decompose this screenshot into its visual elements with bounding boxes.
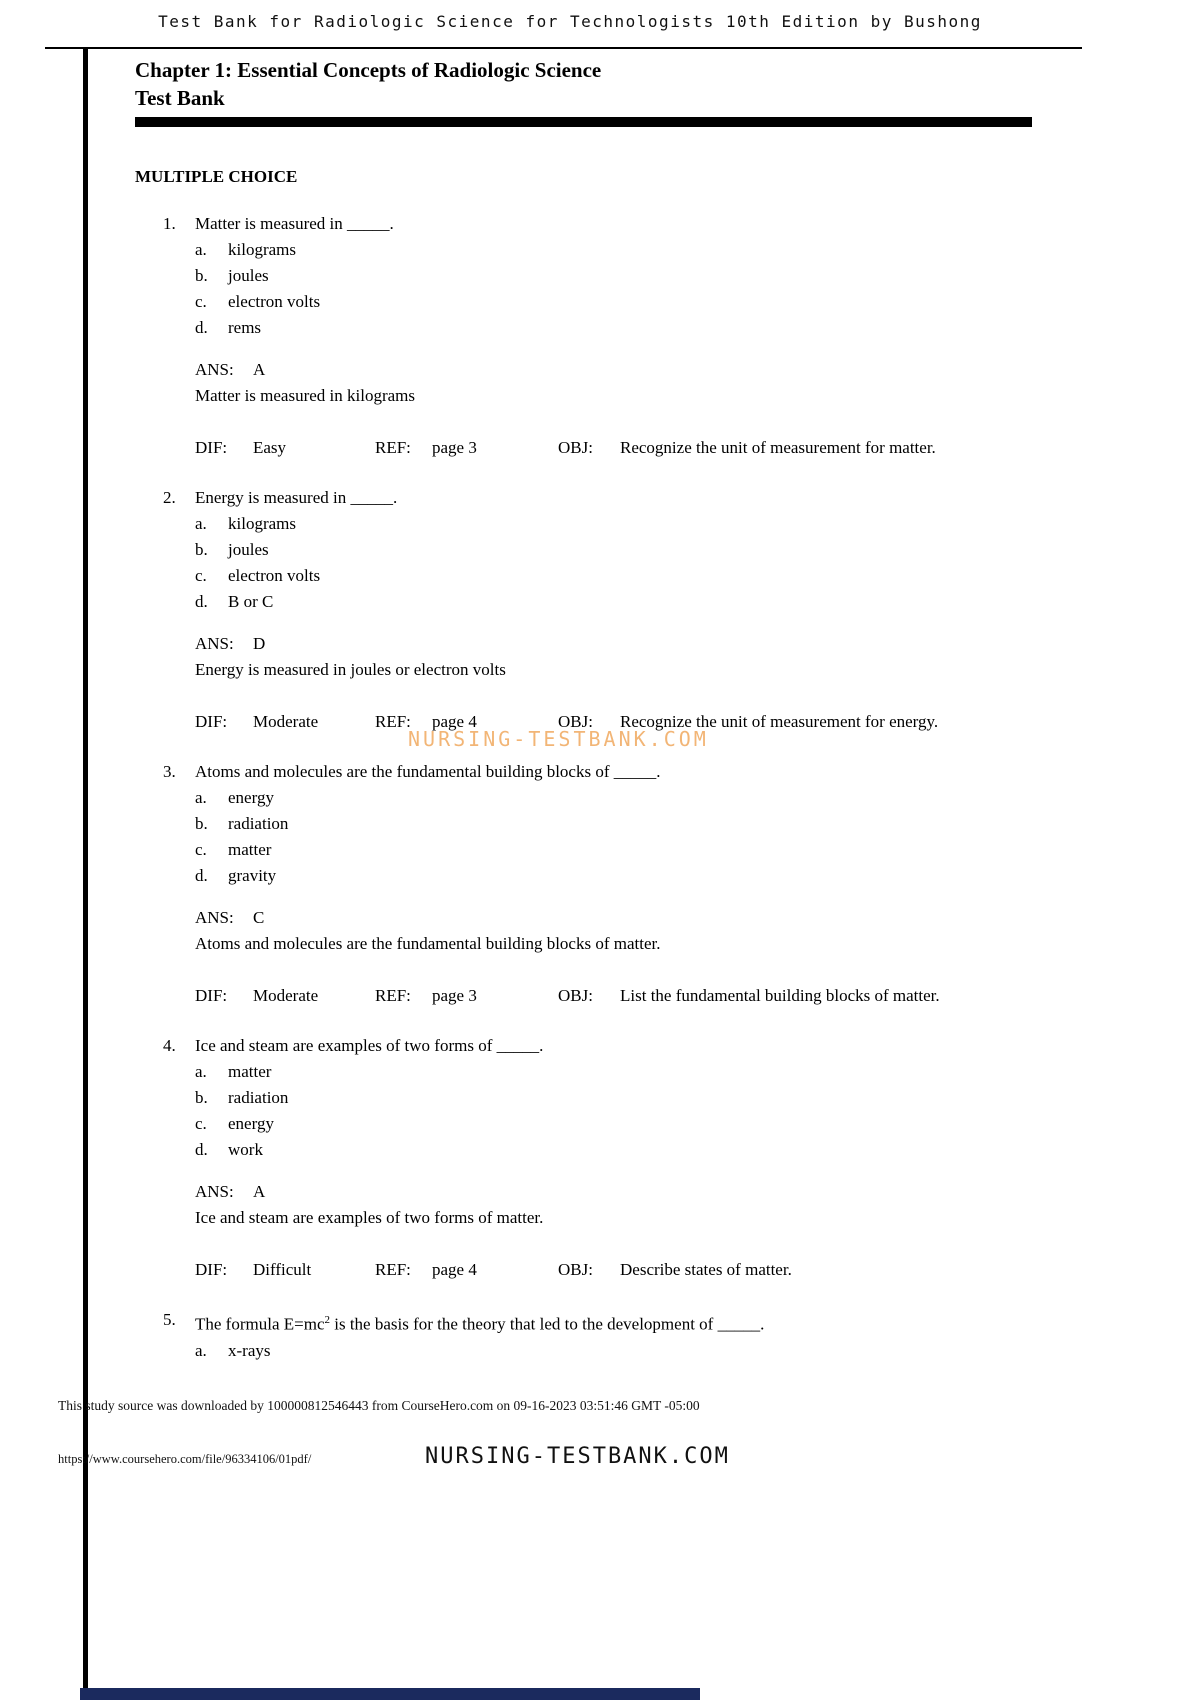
option-letter: c.: [195, 1114, 207, 1133]
question: [163, 211, 1088, 461]
text-segment: Energy is measured in _____.: [195, 488, 398, 507]
document-header: Test Bank for Radiologic Science for Technologists 10th Edition by Bushong: [158, 12, 982, 31]
meta-dif: [195, 709, 375, 735]
superscript: 2: [324, 1314, 330, 1326]
option-row: [195, 315, 1088, 341]
footer-brand: NURSING-TESTBANK.COM: [425, 1444, 730, 1469]
option-letter: b.: [195, 1088, 208, 1107]
answer-label: ANS:: [195, 634, 234, 653]
answer-line: [195, 357, 1088, 383]
question-text: [195, 1307, 1088, 1338]
meta-obj: [558, 983, 1088, 1009]
answer-label: ANS:: [195, 908, 234, 927]
option-row: [195, 837, 1088, 863]
text-segment: Ice and steam are examples of two forms of _____.: [195, 1036, 544, 1055]
meta-obj: [558, 435, 1088, 461]
obj-label: OBJ:: [558, 986, 593, 1005]
option-row: [195, 589, 1088, 615]
option-letter: a.: [195, 1062, 207, 1081]
ref-label: REF:: [375, 986, 411, 1005]
option-letter: c.: [195, 566, 207, 585]
answer-line: [195, 905, 1088, 931]
option-row: [195, 1111, 1088, 1137]
option-letter: d.: [195, 1140, 208, 1159]
option-row: [195, 811, 1088, 837]
watermark-text: NURSING-TESTBANK.COM: [408, 727, 709, 751]
text-segment: Atoms and molecules are the fundamental building blocks of _____.: [195, 762, 661, 781]
obj-value: Describe states of matter.: [620, 1260, 792, 1279]
next-page-edge-bar: [80, 1688, 700, 1700]
ref-label: REF:: [375, 1260, 411, 1279]
obj-label: OBJ:: [558, 1260, 593, 1279]
option-text: rems: [228, 318, 262, 337]
ref-label: REF:: [375, 712, 411, 731]
answer-line: [195, 1179, 1088, 1205]
question-line: [163, 211, 1088, 237]
question: [163, 485, 1088, 735]
option-text: B or C: [228, 592, 274, 611]
question: [163, 1033, 1088, 1283]
question-number: 5.: [163, 1310, 176, 1329]
section-heading: MULTIPLE CHOICE: [135, 167, 298, 186]
ref-value: page 3: [432, 986, 477, 1005]
question-text: [195, 485, 1088, 511]
option-row: [195, 785, 1088, 811]
answer-explanation: Matter is measured in kilograms: [195, 386, 416, 405]
page-content: [88, 56, 1088, 1364]
option-row: [195, 563, 1088, 589]
option-letter: a.: [195, 788, 207, 807]
question-meta: [195, 1257, 1088, 1283]
dif-value: Moderate: [253, 712, 319, 731]
option-letter: c.: [195, 292, 207, 311]
meta-dif: [195, 435, 375, 461]
option-text: electron volts: [228, 292, 321, 311]
option-text: electron volts: [228, 566, 321, 585]
ref-value: page 4: [432, 712, 477, 731]
option-text: gravity: [228, 866, 277, 885]
option-letter: d.: [195, 592, 208, 611]
doc-subtitle: Test Bank: [135, 86, 225, 110]
option-row: [195, 537, 1088, 563]
options-list: [195, 785, 1088, 889]
answer-value: C: [253, 908, 265, 927]
option-row: [195, 1137, 1088, 1163]
meta-dif: [195, 983, 375, 1009]
header-rule: [45, 47, 1082, 49]
dif-label: DIF:: [195, 986, 228, 1005]
question-number: 1.: [163, 214, 176, 233]
title-underline-bar: [135, 117, 1032, 127]
question-text: [195, 759, 1088, 785]
answer-explanation: Ice and steam are examples of two forms of matter.: [195, 1208, 544, 1227]
dif-label: DIF:: [195, 712, 228, 731]
option-text: work: [228, 1140, 263, 1159]
answer-explanation: Energy is measured in joules or electron volts: [195, 660, 506, 679]
questions: [135, 211, 1088, 1364]
options-list: [195, 237, 1088, 341]
option-letter: d.: [195, 866, 208, 885]
text-segment: is the basis for the theory that led to the development of _____.: [329, 1314, 765, 1334]
ref-label: REF:: [375, 438, 411, 457]
chapter-title: Chapter 1: Essential Concepts of Radiologic Science: [135, 58, 602, 82]
option-text: matter: [228, 840, 272, 859]
answer-value: A: [253, 1182, 266, 1201]
obj-label: OBJ:: [558, 712, 593, 731]
option-text: matter: [228, 1062, 272, 1081]
option-row: [195, 263, 1088, 289]
answer-line: [195, 631, 1088, 657]
options-list: [195, 1338, 1088, 1364]
meta-ref: [375, 983, 558, 1009]
dif-value: Difficult: [253, 1260, 312, 1279]
dif-value: Easy: [253, 438, 287, 457]
answer-explanation: Atoms and molecules are the fundamental building blocks of matter.: [195, 934, 661, 953]
option-text: joules: [228, 266, 269, 285]
text-segment: Matter is measured in _____.: [195, 214, 394, 233]
question-line: [163, 1307, 1088, 1338]
dif-value: Moderate: [253, 986, 319, 1005]
option-row: [195, 1085, 1088, 1111]
option-letter: d.: [195, 318, 208, 337]
footer-source-url: https://www.coursehero.com/file/96334106/01pdf/: [58, 1452, 312, 1466]
option-text: kilograms: [228, 514, 296, 533]
dif-label: DIF:: [195, 1260, 228, 1279]
option-row: [195, 1338, 1088, 1364]
question-line: [163, 485, 1088, 511]
option-letter: b.: [195, 814, 208, 833]
obj-value: Recognize the unit of measurement for energy.: [620, 712, 939, 731]
dif-label: DIF:: [195, 438, 228, 457]
question-meta: [195, 983, 1088, 1009]
option-text: radiation: [228, 1088, 289, 1107]
obj-value: List the fundamental building blocks of matter.: [620, 986, 940, 1005]
answer-label: ANS:: [195, 1182, 234, 1201]
meta-dif: [195, 1257, 375, 1283]
option-row: [195, 1059, 1088, 1085]
text-segment: The formula E=mc: [195, 1314, 325, 1334]
option-letter: c.: [195, 840, 207, 859]
meta-ref: [375, 435, 558, 461]
meta-ref: [375, 1257, 558, 1283]
question-text: [195, 211, 1088, 237]
option-row: [195, 511, 1088, 537]
option-letter: b.: [195, 266, 208, 285]
option-letter: a.: [195, 1340, 207, 1360]
option-text: radiation: [228, 814, 289, 833]
option-text: kilograms: [228, 240, 296, 259]
answer-label: ANS:: [195, 360, 234, 379]
obj-value: Recognize the unit of measurement for matter.: [620, 438, 936, 457]
question: [163, 759, 1088, 1009]
option-text: energy: [228, 1114, 274, 1133]
question-number: 2.: [163, 488, 176, 507]
option-text: joules: [228, 540, 269, 559]
ref-value: page 3: [432, 438, 477, 457]
option-row: [195, 863, 1088, 889]
question-line: [163, 1033, 1088, 1059]
question-meta: [195, 435, 1088, 461]
question-number: 4.: [163, 1036, 176, 1055]
option-letter: b.: [195, 540, 208, 559]
question: [163, 1307, 1088, 1364]
option-text: x-rays: [228, 1340, 271, 1360]
options-list: [195, 1059, 1088, 1163]
question-number: 3.: [163, 762, 176, 781]
option-letter: a.: [195, 240, 207, 259]
meta-obj: [558, 1257, 1088, 1283]
footer-download-note: This study source was downloaded by 100000812546443 from CourseHero.com on 09-16-2023 03:51:46 GMT -05:00: [58, 1398, 700, 1413]
options-list: [195, 511, 1088, 615]
option-letter: a.: [195, 514, 207, 533]
option-text: energy: [228, 788, 274, 807]
obj-label: OBJ:: [558, 438, 593, 457]
answer-value: A: [253, 360, 266, 379]
option-row: [195, 237, 1088, 263]
ref-value: page 4: [432, 1260, 477, 1279]
question-text: [195, 1033, 1088, 1059]
option-row: [195, 289, 1088, 315]
question-line: [163, 759, 1088, 785]
answer-value: D: [253, 634, 266, 653]
